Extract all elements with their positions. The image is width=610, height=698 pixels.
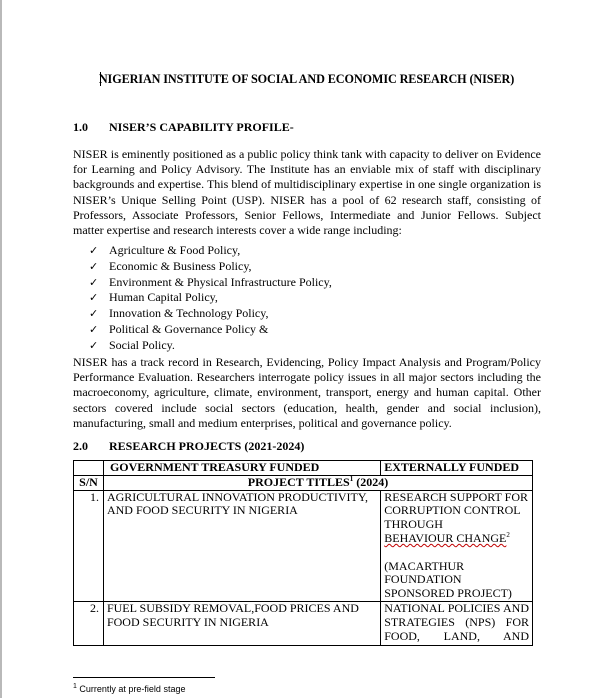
list-item: ✓ Economic & Business Policy, (89, 258, 252, 273)
ext-project-title: NATIONAL POLICIES AND STRATEGIES (NPS) FOR FOOD, LAND, AND (381, 601, 533, 645)
checkmark-icon: ✓ (89, 338, 99, 352)
spellcheck-flagged-text: BEHAVIOUR CHANGE (384, 530, 507, 545)
gov-project-title: FUEL SUBSIDY REMOVAL,FOOD PRICES AND FOOD SECURITY IN NIGERIA (103, 601, 380, 645)
checkmark-icon: ✓ (89, 275, 99, 289)
list-item: ✓ Political & Governance Policy & (89, 321, 269, 336)
table-row (74, 490, 533, 601)
project-titles-header: PROJECT TITLES$^1$ (2024) (103, 475, 532, 490)
sponsor-note: (MACARTHUR FOUNDATION SPONSORED PROJECT) (384, 558, 512, 601)
checkmark-icon: ✓ (89, 244, 99, 257)
checkmark-icon: ✓ (89, 322, 99, 336)
ext-project-title: RESEARCH SUPPORT FOR CORRUPTION CONTROL THROUGH BEHAVIOUR CHANGE$^2$ (MACARTHUR FOUNDATION SPONSORED PROJECT) (381, 490, 533, 601)
section-1-heading (73, 120, 294, 135)
list-item: ✓ Social Policy. (89, 337, 175, 352)
table-subheader-row (74, 475, 533, 490)
row-number: 2. (74, 601, 104, 645)
checkmark-icon: ✓ (89, 307, 99, 321)
checkmark-icon: ✓ (89, 291, 99, 305)
row-number: 1. (74, 490, 104, 601)
table-header-row (74, 461, 533, 476)
footnote: $^1$ Currently at pre-field stage (73, 683, 186, 694)
list-item: ✓ Agriculture & Food Policy, (89, 243, 241, 257)
expertise-checklist (89, 243, 332, 354)
table-row (74, 601, 533, 645)
research-projects-table (73, 460, 533, 646)
section-number: 2.0 (73, 439, 88, 453)
section-number: 1.0 (73, 120, 88, 134)
section-title: RESEARCH PROJECTS (2021-2024) (109, 439, 305, 453)
list-item: ✓ Environment & Physical Infrastructure Policy, (89, 274, 332, 289)
document-title: NIGERIAN INSTITUTE OF SOCIAL AND ECONOMIC RESEARCH (NISER) (98, 72, 515, 86)
column-header-government: GOVERNMENT TREASURY FUNDED (103, 461, 380, 476)
footnote-separator (73, 677, 215, 678)
gov-project-title: AGRICULTURAL INNOVATION PRODUCTIVITY, AND FOOD SECURITY IN NIGERIA (103, 490, 380, 601)
list-item: ✓ Innovation & Technology Policy, (89, 306, 269, 321)
checkmark-icon: ✓ (89, 259, 99, 273)
section-2-heading (73, 439, 304, 454)
column-header-external: EXTERNALLY FUNDED (381, 461, 533, 476)
track-record-paragraph: NISER has a track record in Research, Evidencing, Policy Impact Analysis and Program/Policy Performance Evaluation. Researchers interrogate policy issues in all major sectors including the macroeconomy, agriculture, climate, environment, transport, energy and human capital. Other sectors covered include social sectors (education, health, gender and social inclusion), manufacturing, small and medium enterprises, political and governance policy. (73, 355, 541, 430)
capability-paragraph: NISER is eminently positioned as a public policy think tank with capacity to deliver on Evidence for Learning and Policy Advisory. The Institute has an enviable mix of staff with disciplinary backgrounds and expertise. This blend of multidisciplinary expertise in one single organization is NISER’s Unique Selling Point (USP). NISER has a pool of 62 research staff, consisting of Professors, Associate Professors, Senior Fellows, Intermediate and Junior Fellows. Subject matter expertise and research interests cover a wide range including: (73, 147, 541, 238)
page-left-edge (0, 0, 2, 698)
empty-cell (74, 461, 104, 476)
section-title: NISER’S CAPABILITY PROFILE- (109, 120, 294, 134)
sn-header: S/N (74, 475, 104, 490)
list-item: ✓ Human Capital Policy, (89, 290, 218, 305)
